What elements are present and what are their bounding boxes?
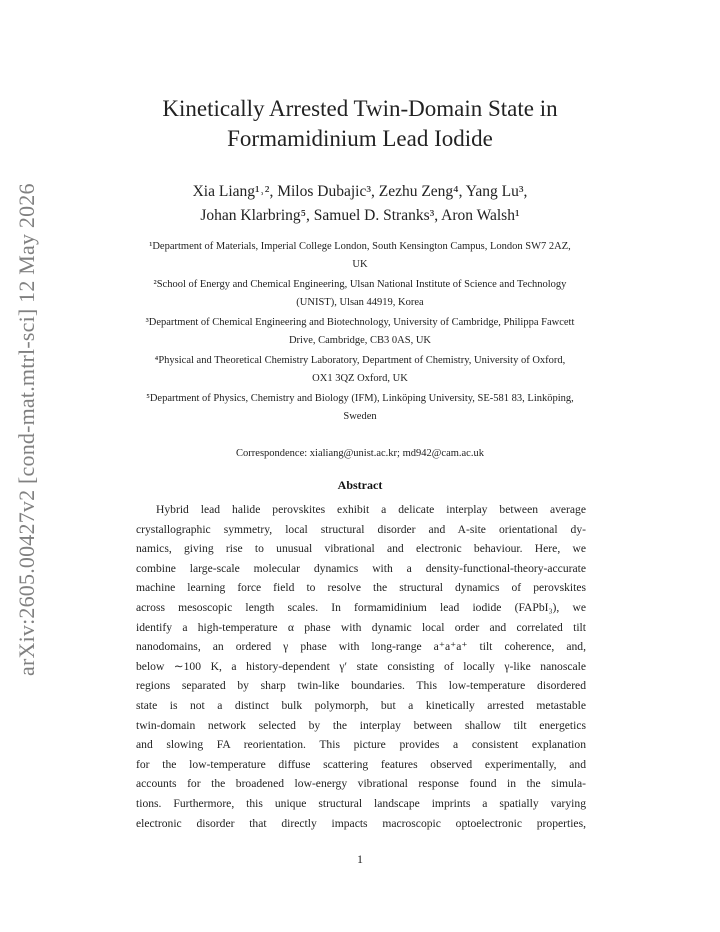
- abstract-line: across mesoscopic length scales. In formamidinium lead iodide (FAPbI₃), we: [136, 600, 586, 614]
- affiliation-line: ³Department of Chemical Engineering and Biotechnology, University of Cambridge, Philippa Fawcett: [145, 317, 575, 328]
- affiliation-line: ⁴Physical and Theoretical Chemistry Laboratory, Department of Chemistry, University of Oxford,: [154, 355, 566, 366]
- abstract-line: identify a high-temperature α phase with dynamic local order and correlated tilt: [136, 620, 586, 634]
- affiliation-line: (UNIST), Ulsan 44919, Korea: [296, 296, 424, 308]
- arxiv-identifier: arXiv:2605.00427v2 [cond-mat.mtrl-sci] 12 May 2026: [14, 183, 39, 676]
- abstract-heading: Abstract: [337, 478, 383, 492]
- abstract-line: crystallographic symmetry, local structural disorder and A-site orientational dy-: [136, 522, 586, 536]
- affiliation-line: OX1 3QZ Oxford, UK: [312, 372, 408, 384]
- affiliation-line: ¹Department of Materials, Imperial College London, South Kensington Campus, London SW7 2AZ,: [149, 241, 571, 252]
- affiliation: [96, 390, 624, 425]
- correspondence: Correspondence: xialiang@unist.ac.kr; md942@cam.ac.uk: [236, 448, 484, 459]
- affiliation: [96, 276, 624, 311]
- abstract-line: below ∼100 K, a history-dependent γ′ state consisting of locally γ-like nanoscale: [136, 659, 586, 673]
- abstract-line: combine large-scale molecular dynamics with a density-functional-theory-accurate: [136, 561, 586, 575]
- abstract-line: for the low-temperature diffuse scattering features observed experimentally, and: [136, 757, 586, 771]
- affiliation-list: [96, 238, 624, 428]
- abstract-line: accounts for the broadened low-energy vibrational response found in the simula-: [136, 777, 586, 791]
- abstract-line: regions separated by sharp twin-like boundaries. This low-temperature disordered: [136, 679, 586, 693]
- abstract-line: and slowing FA reorientation. This picture provides a consistent explanation: [136, 738, 586, 752]
- affiliation: [96, 314, 624, 349]
- abstract-line: state is not a distinct bulk polymorph, but a kinetically arrested metastable: [136, 698, 586, 712]
- abstract-line: nanodomains, an ordered γ phase with long-range a⁺a⁺a⁺ tilt coherence, and,: [136, 640, 586, 654]
- affiliation-line: Sweden: [343, 410, 377, 422]
- affiliation: [96, 238, 624, 273]
- author-line: Xia Liang¹˒², Milos Dubajic³, Zezhu Zeng⁴, Yang Lu³,: [192, 183, 528, 200]
- affiliation-line: ²School of Energy and Chemical Engineering, Ulsan National Institute of Science and Technology: [153, 279, 567, 290]
- author-list: [0, 180, 720, 228]
- affiliation-line: Drive, Cambridge, CB3 0AS, UK: [288, 334, 432, 346]
- abstract-line: twin-domain network selected by the interplay between shallow tilt energetics: [136, 718, 586, 732]
- title-line: Formamidinium Lead Iodide: [227, 126, 493, 151]
- affiliation: [96, 352, 624, 387]
- abstract-body: [136, 500, 586, 833]
- abstract-line: Hybrid lead halide perovskites exhibit a delicate interplay between average: [156, 503, 586, 516]
- affiliation-line: ⁵Department of Physics, Chemistry and Biology (IFM), Linköping University, SE-581 83, Linköping,: [146, 393, 574, 404]
- paper-title: [0, 94, 720, 154]
- abstract-line: machine learning force field to resolve the structural dynamics of perovskites: [136, 581, 586, 595]
- abstract-line: electronic disorder that directly impacts macroscopic optoelectronic properties,: [136, 816, 586, 830]
- author-line: Johan Klarbring⁵, Samuel D. Stranks³, Aron Walsh¹: [200, 207, 520, 224]
- abstract-line: tions. Furthermore, this unique structural landscape imprints a spatially varying: [136, 796, 586, 810]
- title-line: Kinetically Arrested Twin-Domain State in: [162, 96, 558, 121]
- abstract-line: namics, giving rise to unusual vibrational and electronic behaviour. Here, we: [136, 542, 586, 556]
- affiliation-line: UK: [352, 258, 368, 270]
- page-number: 1: [357, 852, 363, 866]
